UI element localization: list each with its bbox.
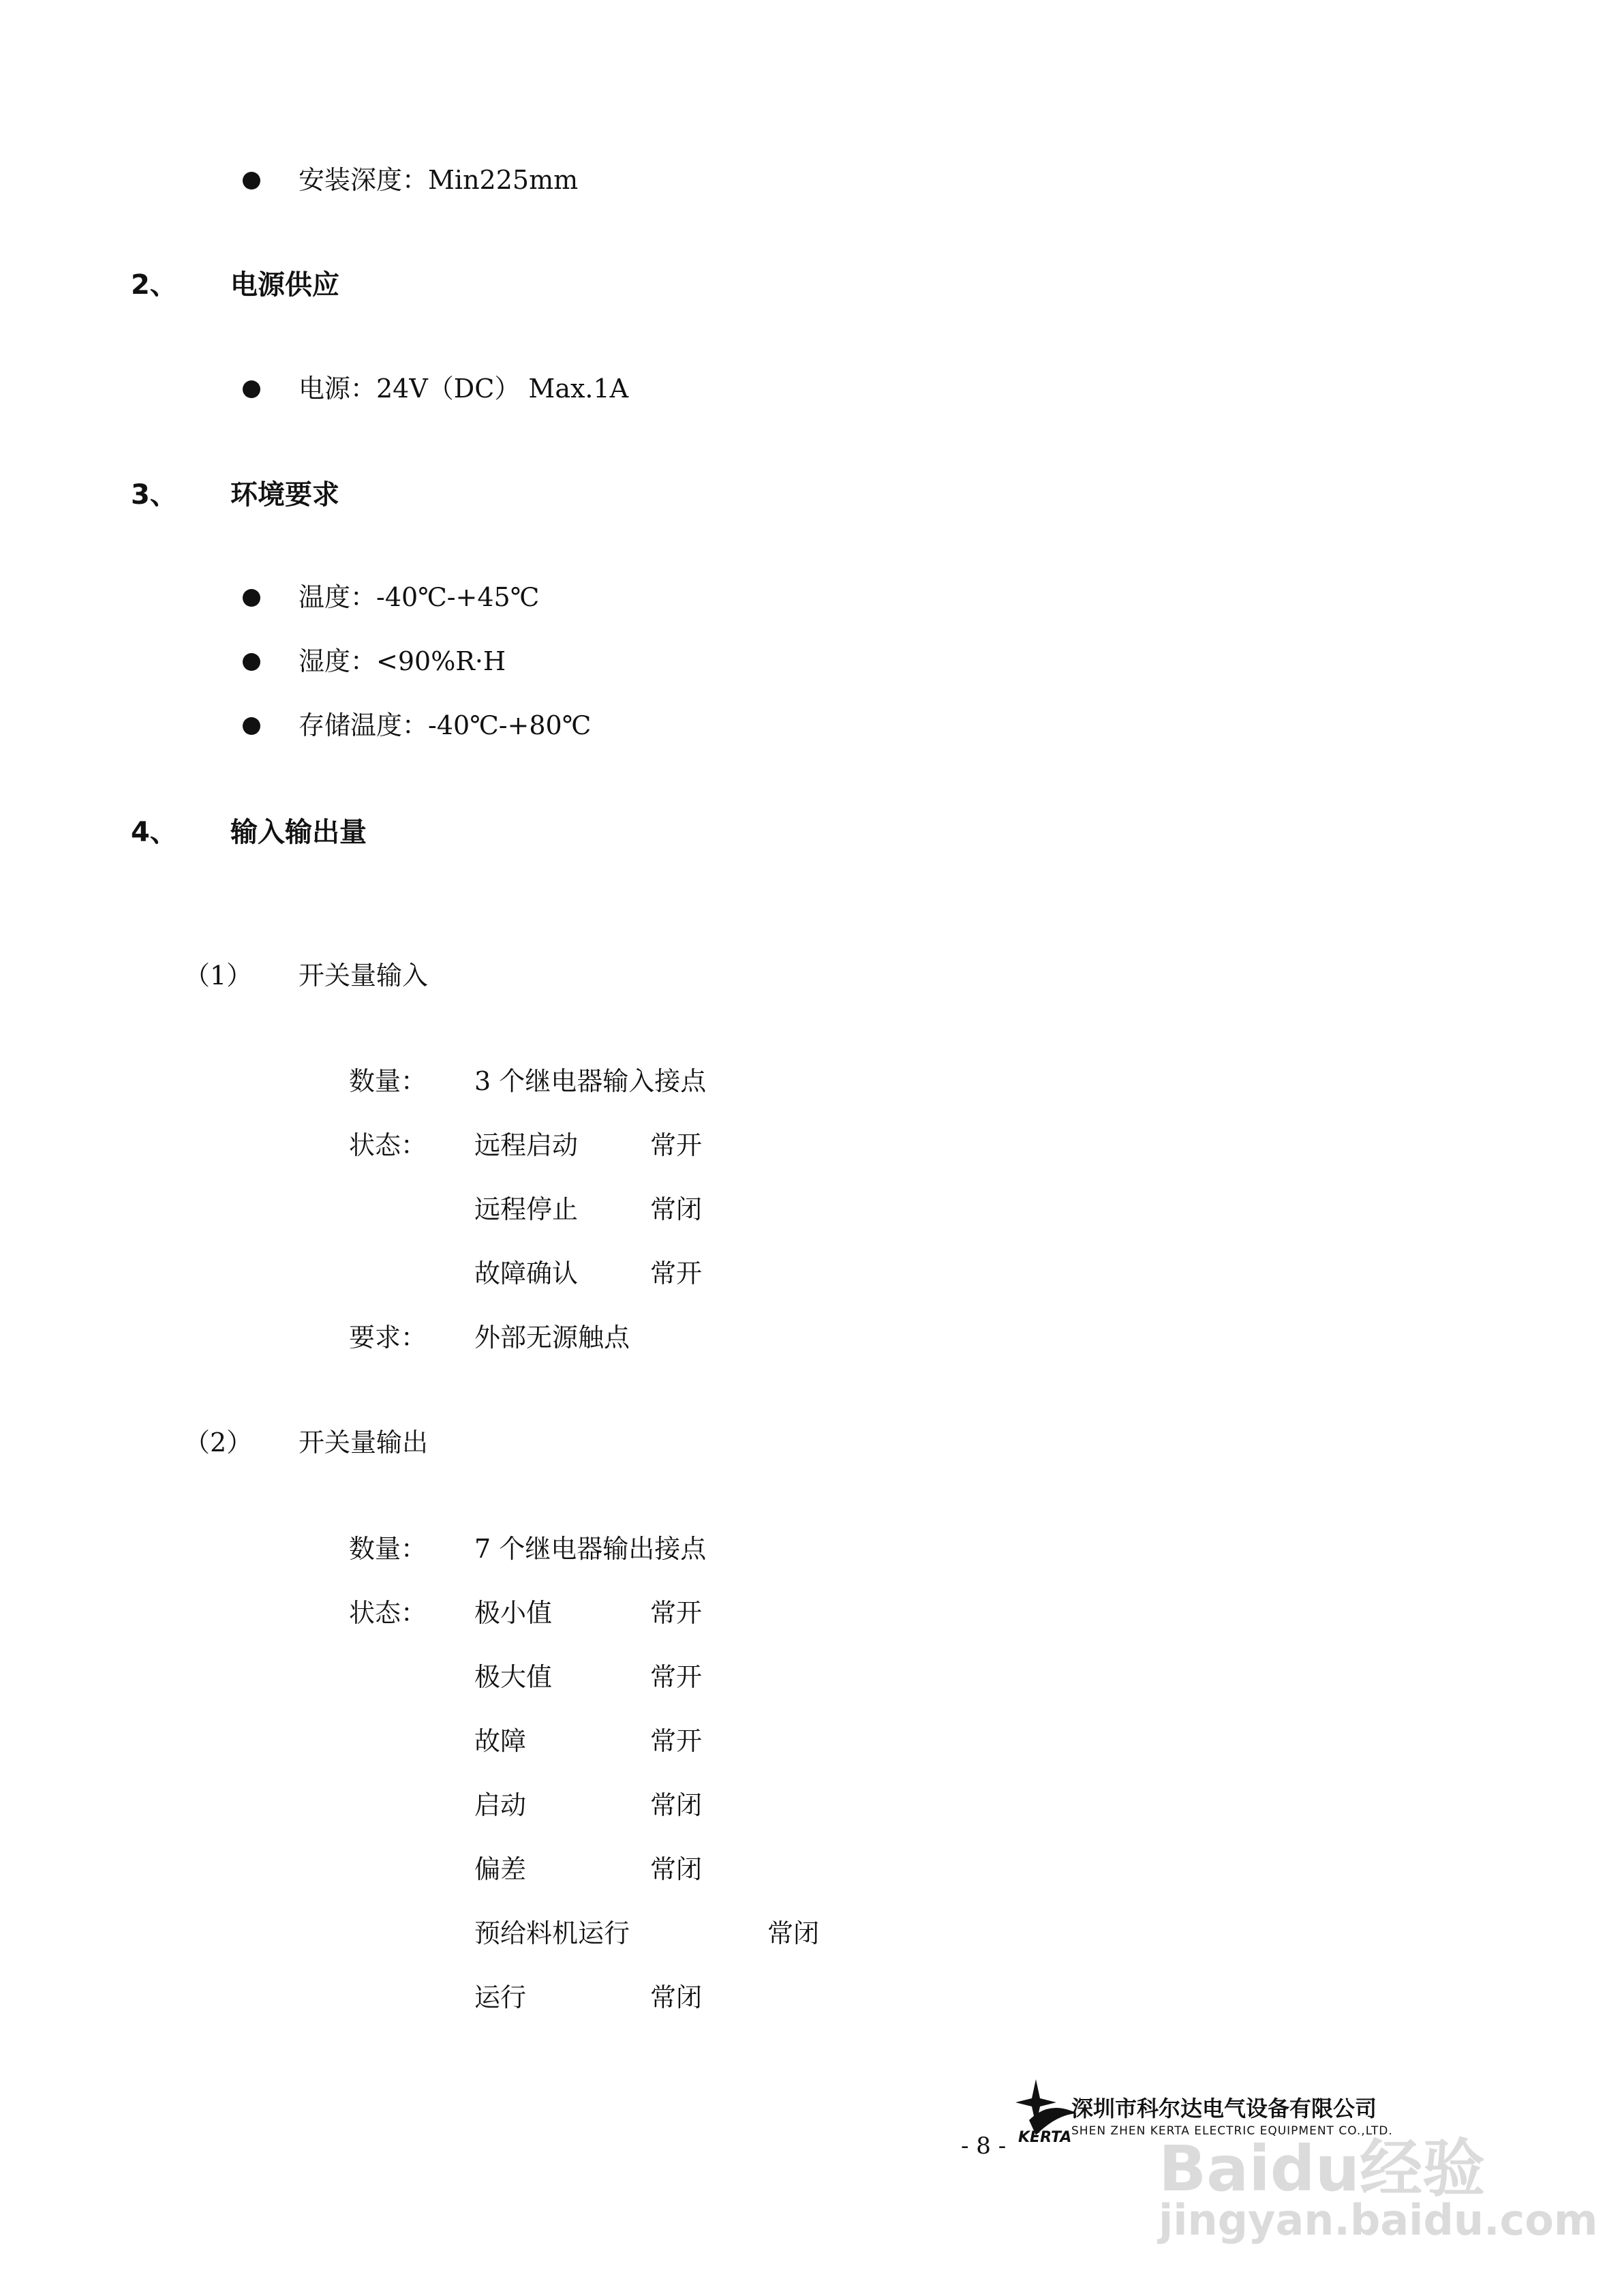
state-name: 偏差 bbox=[474, 1854, 527, 1884]
state-label: 状态： bbox=[349, 1598, 427, 1628]
state-name: 远程停止 bbox=[474, 1194, 579, 1224]
section-number: 2、 bbox=[131, 269, 177, 301]
sub-number: （1） bbox=[184, 961, 253, 991]
state-value: 常开 bbox=[650, 1258, 703, 1288]
state-value: 常开 bbox=[650, 1130, 703, 1160]
bullet-icon bbox=[243, 380, 260, 398]
env-item-humidity: 湿度：<90%R·H bbox=[299, 646, 506, 676]
req-label: 要求： bbox=[349, 1323, 427, 1353]
state-name: 运行 bbox=[474, 1982, 527, 2012]
watermark-url: jingyan.baidu.com bbox=[1159, 2195, 1598, 2245]
state-value: 常闭 bbox=[650, 1854, 703, 1884]
qty-label: 数量： bbox=[349, 1534, 427, 1564]
state-value: 常闭 bbox=[767, 1918, 820, 1948]
section-title: 电源供应 bbox=[230, 269, 339, 301]
company-name-cn: 深圳市科尔达电气设备有限公司 bbox=[1071, 2096, 1377, 2121]
sub-number: （2） bbox=[184, 1428, 253, 1457]
bullet-icon bbox=[243, 589, 260, 607]
qty-value: 7 个继电器输出接点 bbox=[474, 1534, 707, 1564]
watermark-brand: Baidu经验 bbox=[1159, 2132, 1486, 2205]
state-name: 预给料机运行 bbox=[474, 1918, 630, 1948]
bullet-icon bbox=[243, 172, 260, 190]
depth-item: 安装深度：Min225mm bbox=[299, 165, 579, 195]
state-value: 常开 bbox=[650, 1726, 703, 1756]
state-value: 常闭 bbox=[650, 1790, 703, 1820]
page-number: - 8 - bbox=[961, 2132, 1007, 2160]
qty-value: 3 个继电器输入接点 bbox=[474, 1066, 707, 1096]
req-value: 外部无源触点 bbox=[474, 1323, 630, 1353]
state-name: 故障确认 bbox=[474, 1258, 579, 1288]
section-number: 3、 bbox=[131, 479, 177, 511]
state-value: 常闭 bbox=[650, 1194, 703, 1224]
state-name: 故障 bbox=[474, 1726, 527, 1756]
sub-title: 开关量输入 bbox=[299, 961, 429, 991]
bullet-icon bbox=[243, 717, 260, 735]
state-name: 远程启动 bbox=[474, 1130, 579, 1160]
state-name: 极小值 bbox=[474, 1598, 553, 1628]
bullet-icon bbox=[243, 653, 260, 671]
sub-title: 开关量输出 bbox=[299, 1428, 429, 1457]
state-value: 常开 bbox=[650, 1598, 703, 1628]
section-title: 环境要求 bbox=[230, 479, 339, 511]
power-item: 电源：24V（DC） Max.1A bbox=[299, 374, 629, 404]
state-name: 极大值 bbox=[474, 1662, 553, 1692]
section-title: 输入输出量 bbox=[230, 817, 367, 848]
company-name-en: SHEN ZHEN KERTA ELECTRIC EQUIPMENT CO.,LTD. bbox=[1071, 2124, 1393, 2138]
state-value: 常开 bbox=[650, 1662, 703, 1692]
state-name: 启动 bbox=[474, 1790, 527, 1820]
state-value: 常闭 bbox=[650, 1982, 703, 2012]
env-item-temperature: 温度：-40℃-+45℃ bbox=[299, 582, 540, 612]
section-number: 4、 bbox=[131, 817, 177, 848]
env-item-storage-temp: 存储温度：-40℃-+80℃ bbox=[299, 710, 592, 740]
state-label: 状态： bbox=[349, 1130, 427, 1160]
qty-label: 数量： bbox=[349, 1066, 427, 1096]
logo-text: KERTA bbox=[1018, 2129, 1072, 2146]
